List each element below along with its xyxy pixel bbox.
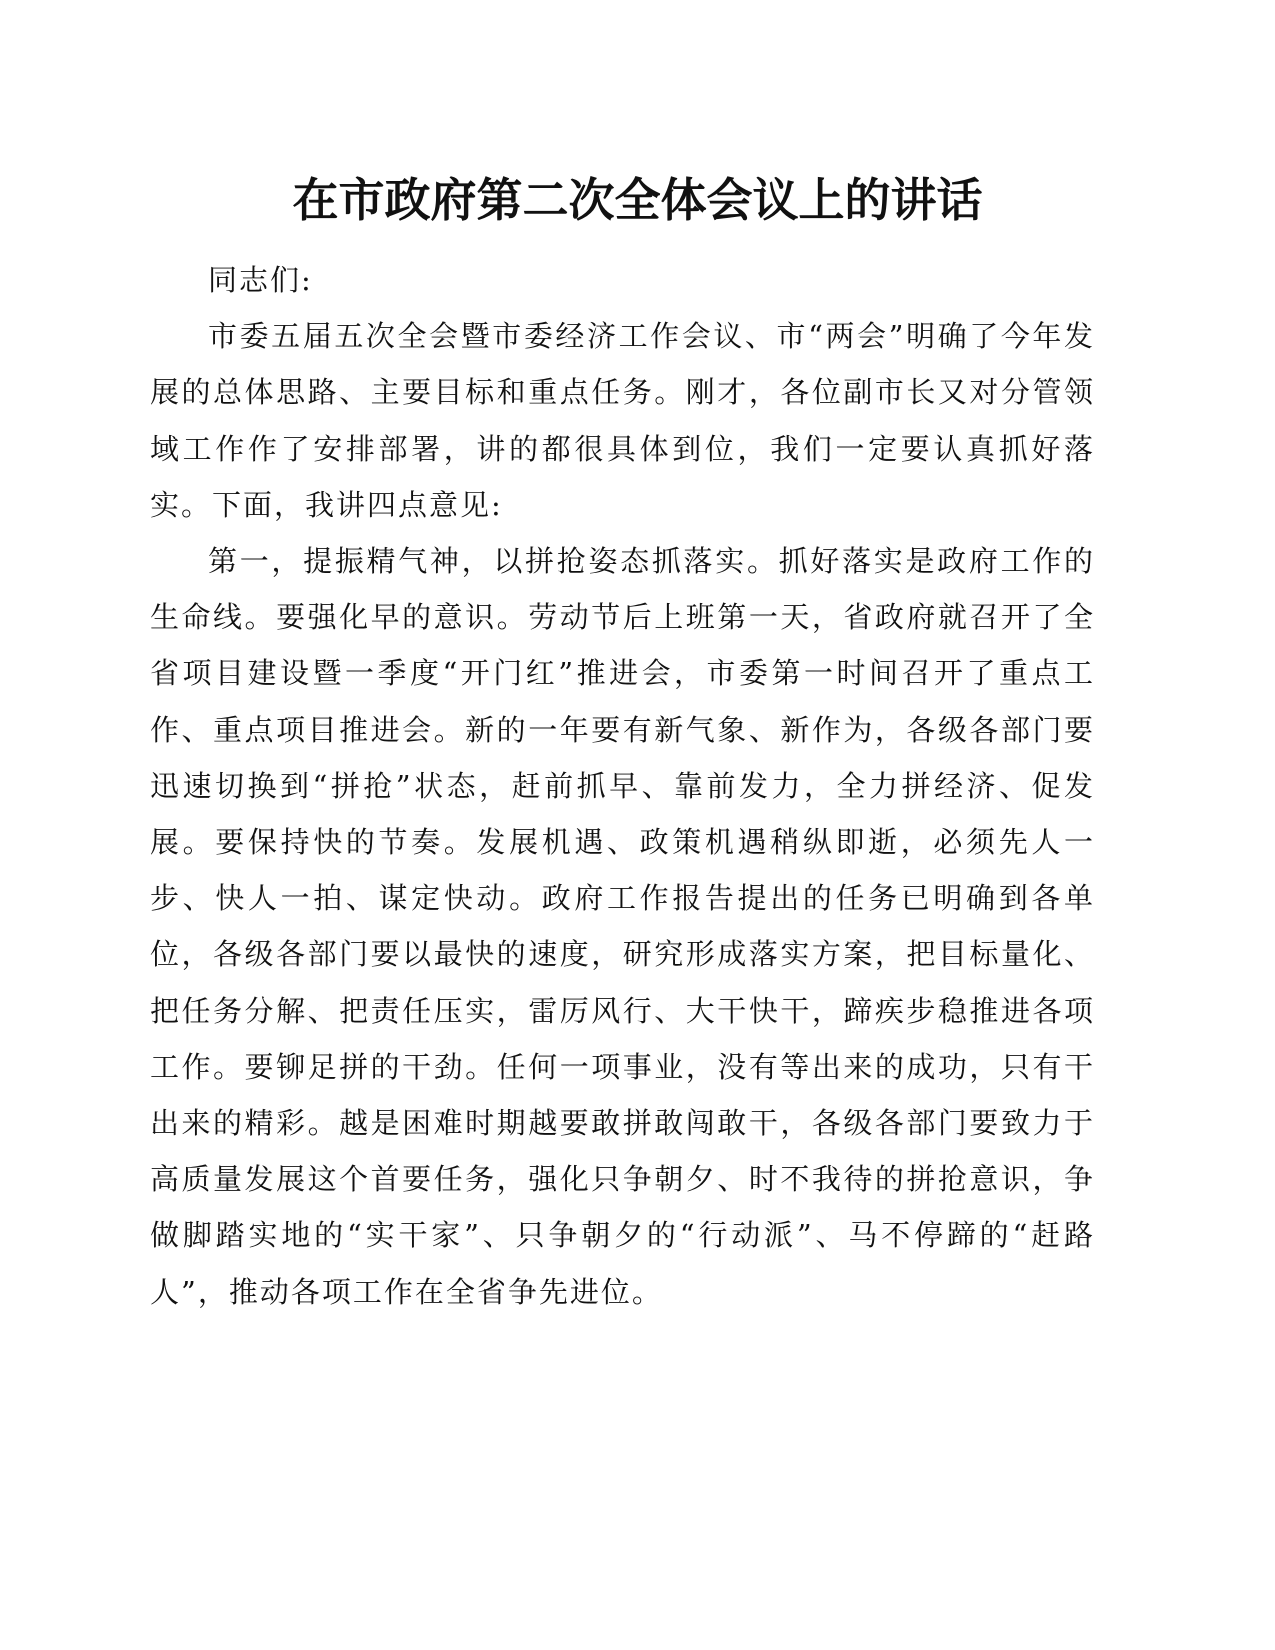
- paragraph-intro: 市委五届五次全会暨市委经济工作会议、市“两会”明确了今年发展的总体思路、主要目标和重点任务。刚才，各位副市长又对分管领域工作作了安排部署，讲的都很具体到位，我们一定要认真抓好落实。下面，我讲四点意见:: [150, 319, 1095, 522]
- salutation: 同志们:: [208, 263, 313, 297]
- paragraph-point-one: 第一，提振精气神，以拼抢姿态抓落实。抓好落实是政府工作的生命线。要强化早的意识。劳动节后上班第一天，省政府就召开了全省项目建设暨一季度“开门红”推进会，市委第一时间召开了重点工作、重点项目推进会。新的一年要有新气象、新作为，各级各部门要迅速切换到“拼抢”状态，赶前抓早、靠前发力，全力拼经济、促发展。要保持快的节奏。发展机遇、政策机遇稍纵即逝，必须先人一步、快人一拍、谋定快动。政府工作报告提出的任务已明确到各单位，各级各部门要以最快的速度，研究形成落实方案，把目标量化、把任务分解、把责任压实，雷厉风行、大干快干，蹄疾步稳推进各项工作。要铆足拼的干劲。任何一项事业，没有等出来的成功，只有干出来的精彩。越是困难时期越要敢拼敢闯敢干，各级各部门要致力于高质量发展这个首要任务，强化只争朝夕、时不我待的拼抢意识，争做脚踏实地的“实干家”、只争朝夕的“行动派”、马不停蹄的“赶路人”，推动各项工作在全省争先进位。: [150, 544, 1095, 1309]
- page-title: 在市政府第二次全体会议上的讲话: [292, 173, 983, 227]
- document-body: [150, 252, 1095, 1320]
